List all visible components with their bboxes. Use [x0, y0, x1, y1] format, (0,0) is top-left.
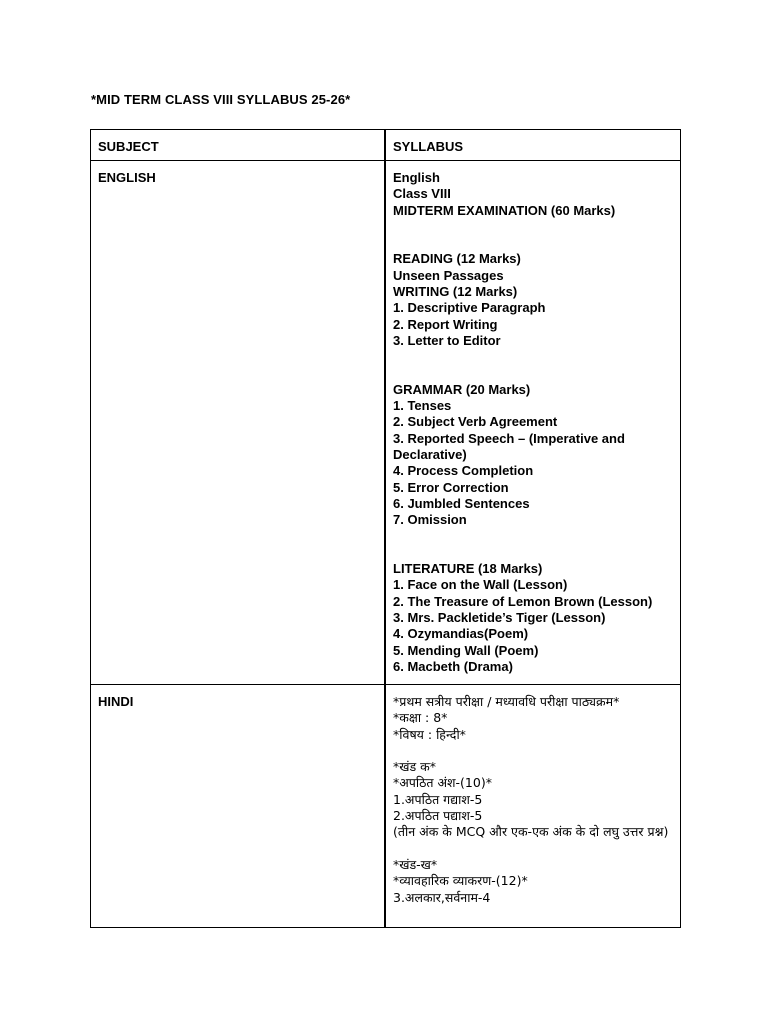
english-grammar-line: 2. Subject Verb Agreement	[393, 414, 558, 430]
subject-cell-hindi	[91, 685, 386, 928]
english-literature-line: 3. Mrs. Packletide’s Tiger (Lesson)	[393, 610, 606, 626]
english-grammar-line: 3. Reported Speech – (Imperative and Declarative)	[393, 430, 629, 463]
syllabus-cell-hindi	[385, 685, 681, 928]
english-writing-line: 3. Letter to Editor	[393, 332, 501, 348]
hindi-section-b-line: *खंड-ख*	[393, 856, 438, 872]
header-subject-label: SUBJECT	[98, 139, 159, 154]
english-grammar-line: 6. Jumbled Sentences	[393, 495, 530, 511]
table-row-english	[91, 161, 681, 685]
english-writing-line: 2. Report Writing	[393, 316, 498, 332]
hindi-section-a-line: (तीन अंक के MCQ और एक-एक अंक के दो लघु उत्तर प्रश्न)	[393, 824, 669, 840]
hindi-heading-line: *विषय : हिन्दी*	[393, 726, 466, 742]
hindi-section-a-line: 2.अपठित पद्याश-5	[393, 808, 483, 824]
english-grammar-line: 4. Process Completion	[393, 463, 534, 479]
english-literature-line: 1. Face on the Wall (Lesson)	[393, 577, 568, 593]
english-literature-line: 6. Macbeth (Drama)	[393, 658, 513, 674]
syllabus-cell-english	[385, 161, 681, 685]
english-grammar-line: GRAMMAR (20 Marks)	[393, 381, 531, 397]
english-intro-line: Class VIII	[393, 186, 451, 202]
english-reading-line: Unseen Passages	[393, 267, 504, 283]
header-cell-syllabus	[385, 130, 681, 161]
english-literature-line: LITERATURE (18 Marks)	[393, 561, 543, 577]
subject-cell-english	[91, 161, 386, 685]
table-row-hindi	[91, 685, 681, 928]
header-syllabus-label: SYLLABUS	[393, 139, 464, 154]
hindi-heading-line: *प्रथम सत्रीय परीक्षा / मध्यावधि परीक्षा पाठ्यक्रम*	[393, 694, 620, 709]
hindi-section-a-line: *अपठित अंश-(10)*	[393, 775, 492, 791]
syllabus-table	[90, 129, 681, 928]
english-literature-line: 2. The Treasure of Lemon Brown (Lesson)	[393, 593, 653, 609]
english-literature-line: 5. Mending Wall (Poem)	[393, 642, 539, 658]
english-grammar-line: 7. Omission	[393, 512, 467, 528]
english-grammar-line: 1. Tenses	[393, 398, 452, 414]
english-intro-line: MIDTERM EXAMINATION (60 Marks)	[393, 202, 616, 218]
table-header-row	[91, 130, 681, 161]
header-cell-subject	[91, 130, 386, 161]
english-intro-line: English	[393, 170, 440, 185]
english-literature-line: 4. Ozymandias(Poem)	[393, 626, 529, 642]
english-reading-line: READING (12 Marks)	[393, 251, 521, 267]
english-syllabus-text	[386, 161, 680, 675]
hindi-section-a-line: *खंड क*	[393, 759, 436, 775]
hindi-heading-line: *कक्षा : 8*	[393, 710, 448, 726]
hindi-section-b-line: 3.अलकार,सर्वनाम-4	[393, 889, 491, 905]
subject-label-english: ENGLISH	[98, 170, 156, 185]
english-writing-line: 1. Descriptive Paragraph	[393, 300, 546, 316]
hindi-section-a-line: 1.अपठित गद्याश-5	[393, 791, 483, 807]
document-title: *MID TERM CLASS VIII SYLLABUS 25-26*	[91, 92, 351, 107]
hindi-section-b-line: *व्यावहारिक व्याकरण-(12)*	[393, 873, 528, 889]
english-writing-line: WRITING (12 Marks)	[393, 284, 518, 300]
hindi-syllabus-text	[386, 685, 680, 906]
english-grammar-line: 5. Error Correction	[393, 479, 509, 495]
subject-label-hindi: HINDI	[98, 694, 134, 709]
